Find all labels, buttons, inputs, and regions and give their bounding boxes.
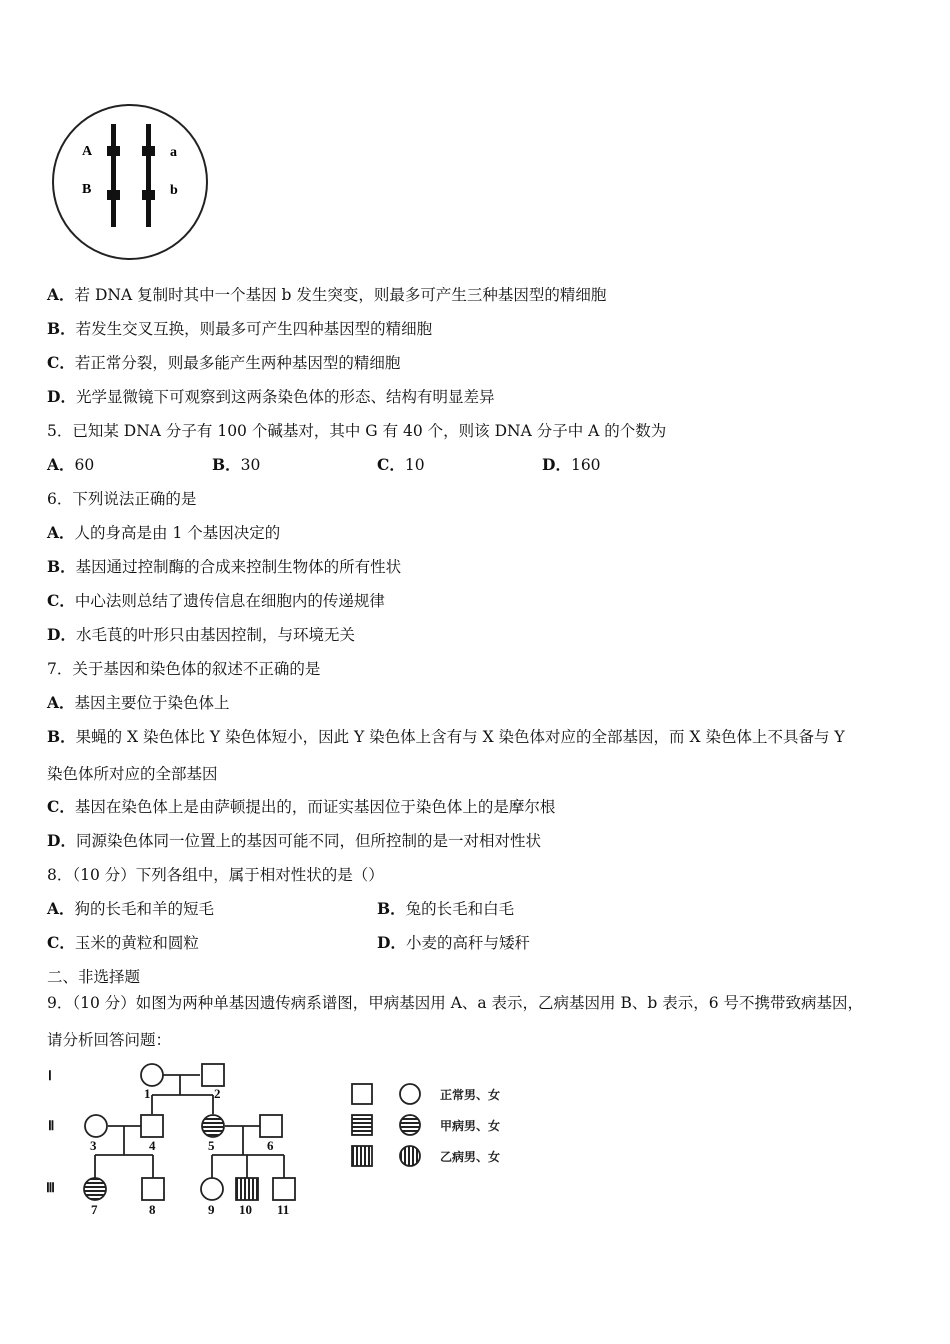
option-label: B．: [47, 727, 76, 746]
option-label: C．: [377, 455, 405, 474]
option-label: A．: [47, 693, 75, 712]
option-label: D．: [47, 831, 76, 850]
legend-yi-female: [400, 1146, 420, 1166]
q4-option-b[interactable]: [47, 319, 432, 339]
option-text: 狗的长毛和羊的短毛: [74, 900, 215, 918]
id-label-11: 11: [277, 1202, 290, 1217]
gene-label-A: A: [82, 144, 93, 159]
q4-option-a[interactable]: [47, 285, 606, 305]
individual-9: [201, 1178, 223, 1200]
legend-yi-label: 乙病男、女: [440, 1150, 501, 1164]
q9-stem-line2: 请分析回答问题：: [47, 1031, 172, 1049]
option-label: A．: [47, 523, 75, 542]
q6-option-d[interactable]: [47, 625, 355, 645]
individual-5: [202, 1115, 224, 1137]
q6-option-c[interactable]: [47, 591, 385, 611]
option-label: D．: [542, 455, 571, 474]
id-label-10: 10: [239, 1202, 252, 1217]
legend-normal-label: 正常男、女: [440, 1088, 501, 1102]
q7-option-c[interactable]: [47, 797, 555, 817]
chromosome-right: [146, 124, 151, 227]
option-label: C．: [47, 797, 75, 816]
pedigree-legend: [352, 1084, 420, 1166]
individual-2: [202, 1064, 224, 1086]
individual-4: [141, 1115, 163, 1137]
option-text: 30: [240, 456, 261, 474]
individual-6: [260, 1115, 282, 1137]
q7-stem: 7．关于基因和染色体的叙述不正确的是: [47, 660, 321, 678]
legend-jia-label: 甲病男、女: [440, 1119, 501, 1133]
id-label-3: 3: [90, 1138, 97, 1153]
individual-11: [273, 1178, 295, 1200]
option-label: C．: [47, 591, 75, 610]
gene-label-a: a: [170, 145, 177, 160]
option-text: 若发生交叉互换，则最多可产生四种基因型的精细胞: [75, 320, 433, 338]
q7-option-b[interactable]: [47, 727, 845, 747]
option-text: 光学显微镜下可观察到这两条染色体的形态、结构有明显差异: [75, 388, 495, 406]
legend-yi-male: [352, 1146, 372, 1166]
option-text: 中心法则总结了遗传信息在细胞内的传递规律: [74, 592, 385, 610]
id-label-2: 2: [214, 1086, 221, 1101]
q7-option-d[interactable]: [47, 831, 541, 851]
option-label: B．: [377, 899, 406, 918]
option-text: 基因通过控制酶的合成来控制生物体的所有性状: [75, 558, 402, 576]
q7-option-a[interactable]: [47, 693, 230, 713]
option-label: B．: [47, 557, 76, 576]
id-label-1: 1: [144, 1086, 151, 1101]
individual-3: [85, 1115, 107, 1137]
option-label: D．: [47, 625, 76, 644]
cell-chromosome-figure: [50, 102, 212, 264]
q7-option-b-continued: [47, 764, 218, 784]
option-label: B．: [212, 455, 241, 474]
q5-option-d[interactable]: [542, 455, 601, 475]
q8-option-a[interactable]: [47, 899, 214, 919]
q5-option-b[interactable]: [212, 455, 260, 475]
q4-option-d[interactable]: [47, 387, 494, 407]
option-text: 基因主要位于染色体上: [74, 694, 230, 712]
q6-option-a[interactable]: [47, 523, 280, 543]
id-label-4: 4: [149, 1138, 156, 1153]
q4-option-c[interactable]: [47, 353, 400, 373]
chromosome-left: [111, 124, 116, 227]
q5-option-a[interactable]: [47, 455, 94, 475]
q8-stem: 8．（10 分）下列各组中，属于相对性状的是（）: [47, 866, 384, 884]
option-text: 兔的长毛和白毛: [405, 900, 515, 918]
generation-label-1: Ⅰ: [48, 1068, 52, 1083]
option-text: 果蝇的 X 染色体比 Y 染色体短小，因此 Y 染色体上含有与 X 染色体对应的全部基因，而 X 染色体上不具备与 Y: [75, 728, 845, 746]
option-text: 60: [74, 456, 95, 474]
legend-normal-male: [352, 1084, 372, 1104]
option-label: D．: [47, 387, 76, 406]
option-text: 水毛茛的叶形只由基因控制，与环境无关: [75, 626, 355, 644]
option-text: 若正常分裂，则最多能产生两种基因型的精细胞: [74, 354, 401, 372]
id-label-8: 8: [149, 1202, 156, 1217]
q5-option-c[interactable]: [377, 455, 425, 475]
id-label-5: 5: [208, 1138, 215, 1153]
q6-option-b[interactable]: [47, 557, 401, 577]
pedigree-chart: [40, 1058, 520, 1223]
q9-stem-line1: 9．（10 分）如图为两种单基因遗传病系谱图，甲病基因用 A、a 表示，乙病基因用 B、b 表示，6 号不携带致病基因，: [47, 994, 864, 1012]
option-text: 玉米的黄粒和圆粒: [74, 934, 199, 952]
individual-7: [84, 1178, 106, 1200]
legend-jia-male: [352, 1115, 372, 1135]
option-label: C．: [47, 353, 75, 372]
q8-option-d[interactable]: [377, 933, 530, 953]
generation-label-3: Ⅲ: [46, 1180, 55, 1195]
id-label-6: 6: [267, 1138, 274, 1153]
individual-8: [142, 1178, 164, 1200]
option-text: 染色体所对应的全部基因: [47, 765, 218, 783]
option-label: B．: [47, 319, 76, 338]
section-title: 二、非选择题: [47, 968, 141, 986]
q8-option-c[interactable]: [47, 933, 199, 953]
gene-label-b: b: [170, 183, 178, 198]
option-text: 若 DNA 复制时其中一个基因 b 发生突变，则最多可产生三种基因型的精细胞: [74, 286, 607, 304]
q6-stem: 6．下列说法正确的是: [47, 490, 197, 508]
option-text: 基因在染色体上是由萨顿提出的，而证实基因位于染色体上的是摩尔根: [74, 798, 556, 816]
id-label-7: 7: [91, 1202, 98, 1217]
q8-option-b[interactable]: [377, 899, 514, 919]
option-label: A．: [47, 455, 75, 474]
legend-jia-female: [400, 1115, 420, 1135]
legend-normal-female: [400, 1084, 420, 1104]
option-text: 小麦的高秆与矮秆: [405, 934, 530, 952]
individual-10: [236, 1178, 258, 1200]
q5-stem: 5．已知某 DNA 分子有 100 个碱基对，其中 G 有 40 个，则该 DNA 分子中 A 的个数为: [47, 422, 667, 440]
option-text: 160: [570, 456, 601, 474]
generation-label-2: Ⅱ: [48, 1118, 55, 1133]
individual-1: [141, 1064, 163, 1086]
gene-label-B: B: [82, 182, 92, 197]
option-label: D．: [377, 933, 406, 952]
option-text: 10: [404, 456, 425, 474]
option-label: A．: [47, 899, 75, 918]
id-label-9: 9: [208, 1202, 215, 1217]
option-label: C．: [47, 933, 75, 952]
option-text: 人的身高是由 1 个基因决定的: [74, 524, 281, 542]
option-text: 同源染色体同一位置上的基因可能不同，但所控制的是一对相对性状: [75, 832, 541, 850]
cell-outline: [53, 105, 207, 259]
option-label: A．: [47, 285, 75, 304]
